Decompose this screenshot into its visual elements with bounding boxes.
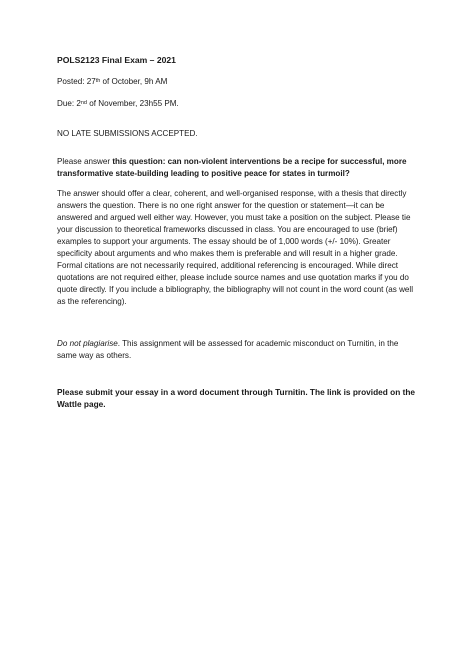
submission-instruction: Please submit your essay in a word document through Turnitin. The link is provided on the Wattle page.	[57, 387, 416, 409]
question-intro: Please answer	[57, 157, 113, 166]
posted-suffix: of October, 9h AM	[100, 77, 168, 86]
exam-question	[57, 156, 417, 180]
posted-prefix: Posted: 27	[57, 77, 96, 86]
document-content	[57, 54, 417, 410]
plagiarism-warning: Do not plagiarise	[57, 339, 118, 348]
plagiarism-notice	[57, 338, 417, 362]
due-suffix: of November, 23h55 PM.	[86, 99, 179, 108]
posted-ordinal: th	[95, 78, 101, 84]
exam-title: POLS2123 Final Exam – 2021	[57, 55, 176, 65]
due-prefix: Due: 2	[57, 99, 81, 108]
due-date	[57, 98, 417, 110]
instructions-paragraph: The answer should offer a clear, coherent, and well-organised response, with a thesis that directly answers the question. There is no one right answer for the question or statement—it can be answered and argued well either way. However, you must take a position on the subject. Please tie your discussion to theoretical frameworks discussed in class. You are encouraged to use (brief) examples to support your arguments. The essay should be of 1,000 words (+/- 10%). Greater specificity about arguments and who makes them is preferable and will result in a higher grade. Formal citations are not necessarily required, additional referencing is encouraged. While direct quotations are not required either, please include source names and use quotation marks if you do quote directly. If you include a bibliography, the bibliography will not count in the word count (as well as the referencing).	[57, 189, 414, 306]
plagiarism-detail: . This assignment will be assessed for academic misconduct on Turnitin, in the same way as others.	[57, 339, 399, 360]
due-ordinal: nd	[80, 100, 87, 106]
late-submission-notice: NO LATE SUBMISSIONS ACCEPTED.	[57, 129, 198, 138]
posted-date	[57, 76, 417, 88]
question-text: this question: can non-violent interventions be a recipe for successful, more transformative state-building leading to positive peace for states in turmoil?	[57, 157, 407, 178]
